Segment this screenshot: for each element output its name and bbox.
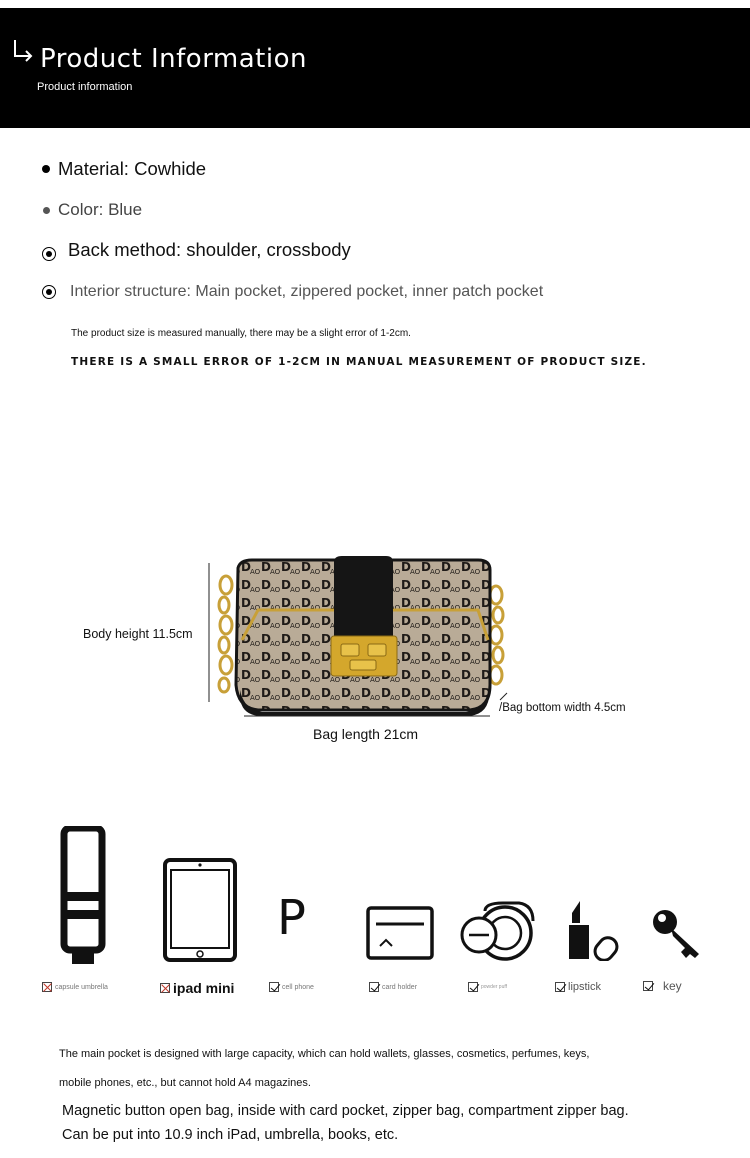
bottom-width-label: /Bag bottom width 4.5cm <box>499 702 626 714</box>
label-lipstick: lipstick <box>555 981 601 993</box>
compact-icon <box>459 899 537 965</box>
description-line-3: Magnetic button open bag, inside with card pocket, zipper bag, compartment zipper bag. <box>62 1103 629 1119</box>
size-note-caps: THERE IS A SMALL ERROR OF 1-2CM IN MANUAL MEASUREMENT OF PRODUCT SIZE. <box>71 356 647 368</box>
check-icon <box>369 982 379 992</box>
spec-color-text: Color: Blue <box>58 200 143 219</box>
radio-bullet-icon <box>42 247 56 261</box>
cross-icon <box>42 982 52 992</box>
label-key: key <box>643 979 682 993</box>
spec-color <box>43 200 142 220</box>
bullet-icon <box>43 207 50 214</box>
spec-interior <box>42 283 543 301</box>
card-holder-item <box>366 906 434 967</box>
key-item <box>651 908 705 967</box>
cell-phone-icon: P <box>277 890 306 946</box>
lipstick-icon <box>566 899 626 961</box>
umbrella-icon <box>60 826 108 966</box>
key-icon <box>651 908 705 962</box>
capacity-description <box>59 1040 659 1098</box>
feature-description <box>62 1099 722 1147</box>
spec-material <box>42 158 206 180</box>
spec-interior-text: Interior structure: Main pocket, zippered pocket, inner patch pocket <box>70 283 544 300</box>
bag-image <box>0 540 750 750</box>
header-banner <box>0 8 750 128</box>
page-title: Product Information <box>40 44 307 74</box>
bullet-icon <box>42 165 50 173</box>
label-ipad-mini: ipad mini <box>160 980 234 996</box>
label-cell-phone: cell phone <box>269 982 314 992</box>
description-line-1: The main pocket is designed with large capacity, which can hold wallets, glasses, cosmetics, perfumes, keys, <box>59 1048 590 1060</box>
label-powder-compact: powder puff <box>468 982 507 992</box>
size-note: The product size is measured manually, there may be a slight error of 1-2cm. <box>71 328 411 339</box>
page-subtitle: Product information <box>37 81 133 93</box>
capsule-umbrella-item <box>60 826 108 971</box>
spec-back-method <box>42 239 351 261</box>
check-icon <box>555 982 565 992</box>
card-icon <box>366 906 434 962</box>
check-icon <box>468 982 478 992</box>
ipad-mini-item <box>163 858 237 967</box>
return-arrow-icon <box>12 38 34 66</box>
body-height-label: Body height 11.5cm <box>83 627 193 641</box>
bag-length-label: Bag length 21cm <box>313 726 419 742</box>
label-capsule-umbrella: capsule umbrella <box>42 982 108 992</box>
spec-back-method-text: Back method: shoulder, crossbody <box>68 239 351 260</box>
powder-compact-item <box>459 899 537 970</box>
label-card-holder: card holder <box>369 982 417 992</box>
description-line-2: mobile phones, etc., but cannot hold A4 magazines. <box>59 1077 311 1089</box>
spec-material-text: Material: Cowhide <box>58 158 207 179</box>
description-line-4: Can be put into 10.9 inch iPad, umbrella, books, etc. <box>62 1127 399 1143</box>
check-icon <box>643 981 653 991</box>
radio-bullet-icon <box>42 285 56 299</box>
bag-dimension-diagram <box>0 540 750 750</box>
tablet-icon <box>163 858 237 962</box>
cross-icon <box>160 983 170 993</box>
lipstick-item <box>566 899 626 966</box>
check-icon <box>269 982 279 992</box>
